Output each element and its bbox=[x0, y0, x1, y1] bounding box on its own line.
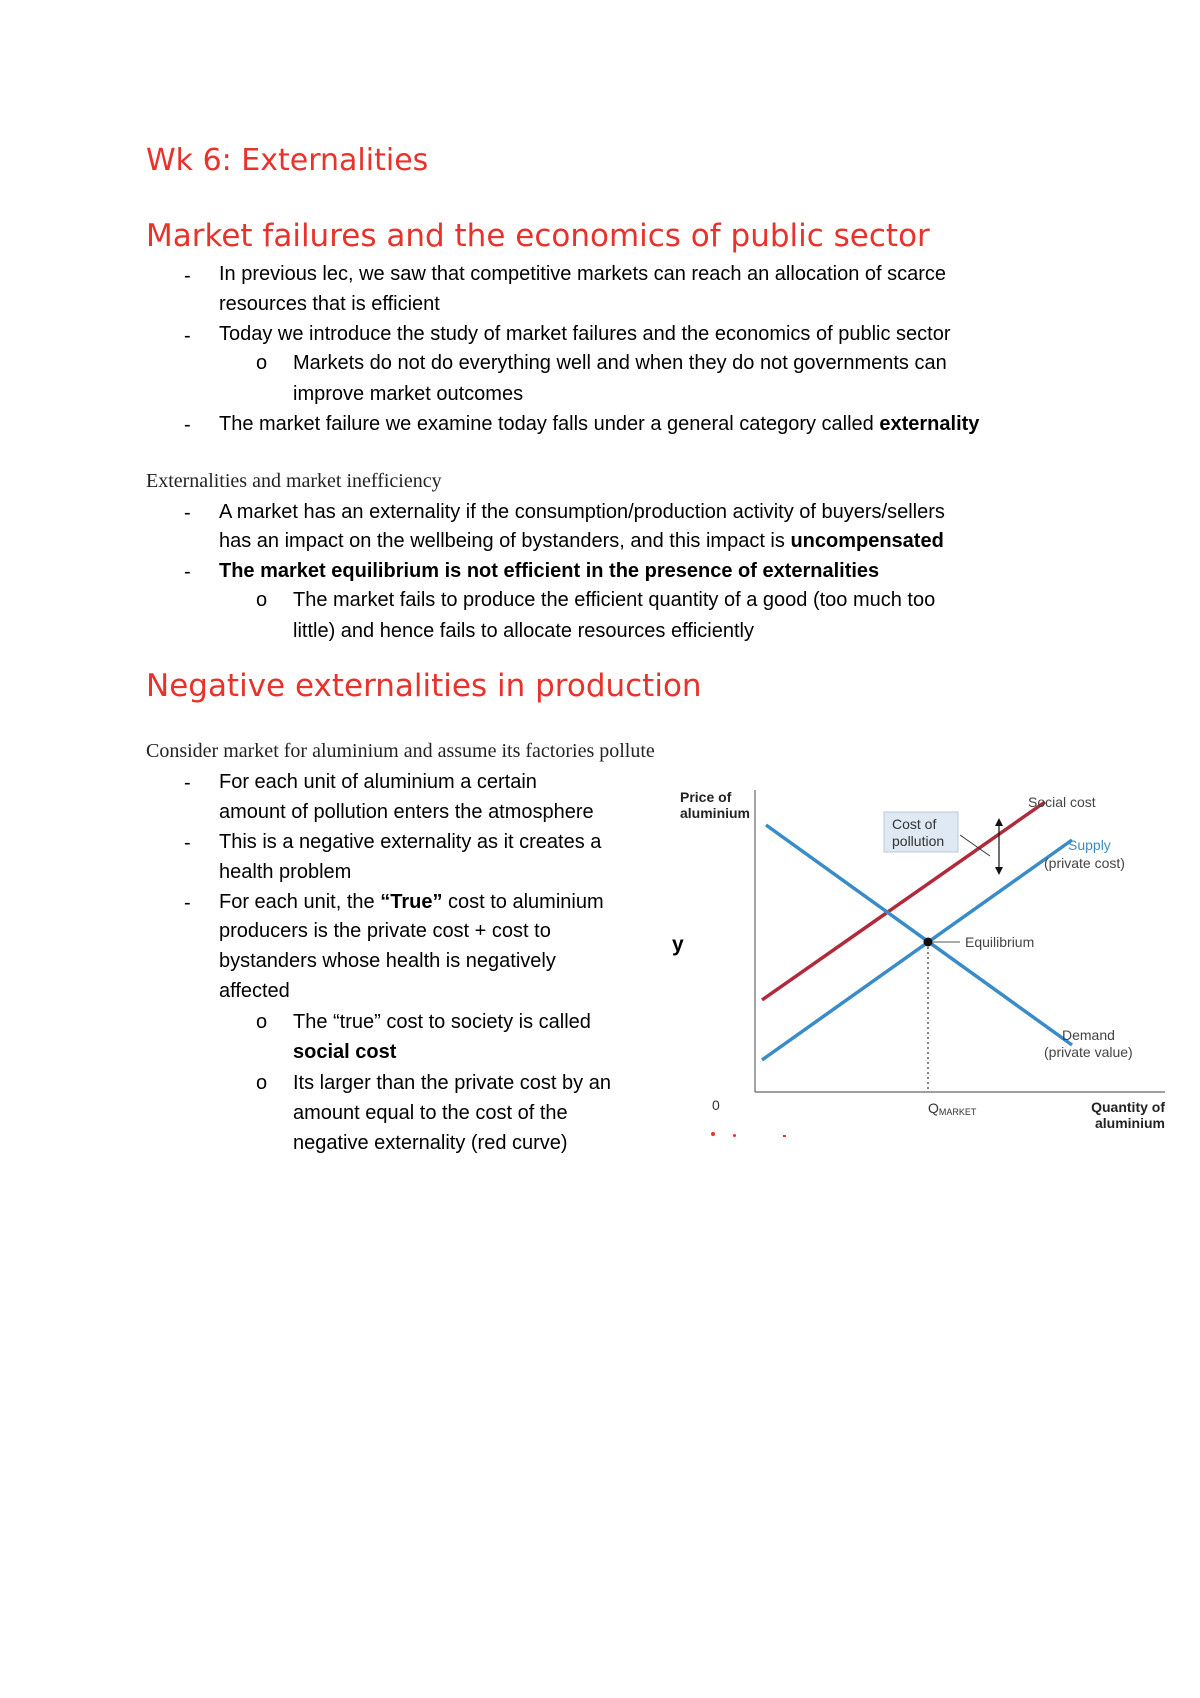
subheading-externalities: Externalities and market inefficiency bbox=[146, 470, 442, 492]
bullet-text: The market fails to produce the efficient quantity of a good (too much too bbox=[293, 589, 936, 611]
bullet-text: resources that is efficient bbox=[219, 293, 440, 315]
cost-box-line2: pollution bbox=[892, 833, 945, 849]
section-heading-market-failures: Market failures and the economics of public sector bbox=[146, 218, 930, 254]
bullet-text: The market equilibrium is not efficient in the presence of externalities bbox=[219, 560, 880, 582]
bullet-dash: - bbox=[184, 414, 191, 436]
bullet-text: affected bbox=[219, 980, 290, 1002]
bullet-text: The market failure we examine today falls under a general category called externality bbox=[219, 413, 980, 435]
bullet-text: producers is the private cost + cost to bbox=[219, 920, 551, 942]
page-title: Wk 6: Externalities bbox=[146, 143, 429, 178]
bullet-text: Its larger than the private cost by an bbox=[293, 1072, 611, 1094]
bullet-circle: o bbox=[256, 1072, 268, 1094]
red-mark bbox=[783, 1135, 786, 1137]
bullet-circle: o bbox=[256, 589, 268, 611]
y-axis-label-line1: Price of bbox=[680, 789, 732, 805]
bullet-dash: - bbox=[184, 325, 191, 347]
demand-sub-label: (private value) bbox=[1044, 1044, 1133, 1060]
bullet-text: amount of pollution enters the atmosphere bbox=[219, 801, 594, 823]
stray-glyph: y bbox=[672, 933, 684, 956]
intro-text: Consider market for aluminium and assume its factories pollute bbox=[146, 740, 655, 762]
bullet-dash: - bbox=[184, 502, 191, 524]
bullet-text: improve market outcomes bbox=[293, 383, 524, 405]
bullet-text: little) and hence fails to allocate resources efficiently bbox=[293, 620, 754, 642]
bullet-text: Today we introduce the study of market failures and the economics of public sector bbox=[219, 323, 951, 345]
bullet-text: In previous lec, we saw that competitive markets can reach an allocation of scarce bbox=[219, 263, 947, 285]
bullet-text: The “true” cost to society is called bbox=[293, 1011, 591, 1033]
bullet-circle: o bbox=[256, 1011, 268, 1033]
bullet-dash: - bbox=[184, 772, 191, 794]
bullet-dash: - bbox=[184, 832, 191, 854]
bullet-dash: - bbox=[184, 561, 191, 583]
bullet-text: health problem bbox=[219, 861, 352, 883]
bullet-text: amount equal to the cost of the bbox=[293, 1102, 568, 1124]
bullet-text: This is a negative externality as it creates a bbox=[219, 831, 602, 853]
section-heading-negative-externalities: Negative externalities in production bbox=[146, 668, 702, 704]
q-market-label: QMARKET bbox=[928, 1100, 977, 1117]
bullet-text: For each unit of aluminium a certain bbox=[219, 771, 537, 793]
x-axis-label-line1: Quantity of bbox=[1091, 1099, 1165, 1115]
red-mark bbox=[733, 1134, 736, 1137]
bullet-circle: o bbox=[256, 352, 268, 374]
demand-label: Demand bbox=[1062, 1027, 1115, 1043]
bullet-dash: - bbox=[184, 892, 191, 914]
externality-chart bbox=[660, 780, 1170, 1150]
red-mark bbox=[711, 1132, 715, 1136]
arrow-head-down bbox=[995, 867, 1003, 875]
cost-box-line1: Cost of bbox=[892, 816, 937, 832]
supply-label: Supply bbox=[1068, 837, 1111, 853]
bullet-dash: - bbox=[184, 265, 191, 287]
supply-sub-label: (private cost) bbox=[1044, 855, 1125, 871]
supply-line bbox=[762, 840, 1072, 1060]
bullet-text: Markets do not do everything well and when they do not governments can bbox=[293, 352, 947, 374]
bullet-text: social cost bbox=[293, 1041, 397, 1063]
bullet-text: A market has an externality if the consumption/production activity of buyers/sellers bbox=[219, 501, 945, 523]
equilibrium-point bbox=[924, 938, 933, 947]
arrow-head-up bbox=[995, 818, 1003, 826]
y-axis-label-line2: aluminium bbox=[680, 805, 751, 821]
x-axis-label-line2: aluminium bbox=[1094, 1115, 1165, 1131]
origin-label: 0 bbox=[712, 1097, 720, 1113]
bullet-text: negative externality (red curve) bbox=[293, 1132, 568, 1154]
bullet-text: For each unit, the “True” cost to aluminium bbox=[219, 891, 604, 913]
bullet-text: has an impact on the wellbeing of bystanders, and this impact is uncompensated bbox=[219, 530, 944, 552]
social-cost-label: Social cost bbox=[1028, 794, 1096, 810]
bullet-text: bystanders whose health is negatively bbox=[219, 950, 556, 972]
equilibrium-label: Equilibrium bbox=[965, 934, 1035, 950]
